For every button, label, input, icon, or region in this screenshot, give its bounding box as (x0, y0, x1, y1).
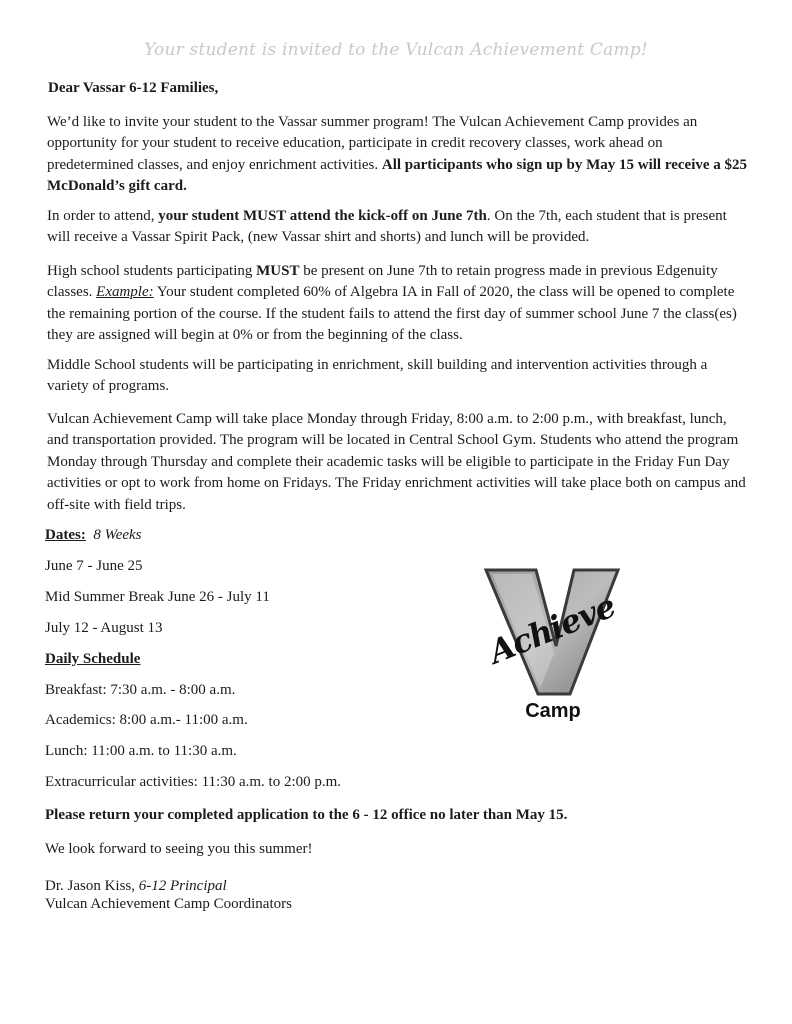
invitation-banner: Your student is invited to the Vulcan Achievement Camp! (144, 40, 648, 60)
example-label: Example: (96, 284, 154, 301)
salutation: Dear Vassar 6-12 Families, (48, 80, 219, 96)
camp-label: Camp (525, 700, 581, 722)
achieve-script: Achieve (483, 586, 621, 672)
high-school-paragraph (47, 261, 752, 347)
date-item: July 12 - August 13 (45, 620, 163, 636)
kickoff-requirement: your student MUST attend the kick-off on June 7th (158, 208, 487, 224)
attendance-paragraph (47, 206, 752, 249)
hs-text-c: Your student completed 60% of Algebra IA in Fall of 2020, the class will be opened to complete the remaining portion of the course. If the student fails to attend the first day of summer school June 7 the class(es) they are assigned will begin at 0% or from the beginning of the class. (47, 284, 737, 344)
schedule-item: Extracurricular activities: 11:30 a.m. to 2:00 p.m. (45, 774, 342, 790)
signature-line2: Vulcan Achievement Camp Coordinators (45, 896, 292, 912)
schedule-item: Academics: 8:00 a.m.- 11:00 a.m. (45, 712, 248, 728)
date-item: Mid Summer Break June 26 - July 11 (45, 589, 270, 605)
signature-title: 6-12 Principal (138, 878, 227, 894)
schedule-item: Lunch: 11:00 a.m. to 11:30 a.m. (45, 743, 237, 759)
intro-text: We’d like to invite your student to the Vassar summer program! The Vulcan Achievement Camp provides an opportunity for your student to receive education, participate in credit recovery classes, work ahead on predetermined classes, and enjoy enrichment activities. (47, 114, 698, 173)
hs-text-b: be present on June 7th to retain progress made in previous Edgenuity classes. (47, 263, 718, 301)
must-emphasis: MUST (256, 263, 300, 279)
dates-duration: 8 Weeks (93, 527, 142, 543)
achieve-camp-logo (478, 562, 628, 737)
intro-paragraph (47, 112, 752, 198)
return-notice: Please return your completed application to the 6 - 12 office no later than May 15. (45, 807, 568, 823)
attendance-text-a: In order to attend, (47, 208, 159, 224)
date-item: June 7 - June 25 (45, 558, 143, 574)
signature-block (45, 877, 292, 913)
dates-label: Dates: (45, 527, 86, 543)
program-details-paragraph: Vulcan Achievement Camp will take place Monday through Friday, 8:00 a.m. to 2:00 p.m., with breakfast, lunch, and transportation provided. The program will be located in Central School Gym. Students who attend the program Monday through Thursday and complete their academic tasks will be eligible to participate in the Friday Fun Day activities or opt to work from home on Fridays. The Friday enrichment activities will take place both on campus and off-site with field trips. (47, 411, 746, 513)
closing-line: We look forward to seeing you this summer! (45, 841, 313, 857)
attendance-text-b: . On the 7th, each student that is present will receive a Vassar Spirit Pack, (new Vassar shirt and shorts) and lunch will be provided. (47, 208, 727, 246)
hs-text-a: High school students participating (47, 263, 257, 279)
signature-name: Dr. Jason Kiss, (45, 878, 139, 894)
schedule-item: Breakfast: 7:30 a.m. - 8:00 a.m. (45, 682, 236, 698)
middle-school-paragraph: Middle School students will be participating in enrichment, skill building and intervention activities through a variety of programs. (47, 357, 708, 395)
schedule-heading: Daily Schedule (45, 651, 141, 667)
dates-heading (45, 527, 142, 544)
gift-card-notice: All participants who sign up by May 15 will receive a $25 McDonald’s gift card. (47, 156, 748, 195)
